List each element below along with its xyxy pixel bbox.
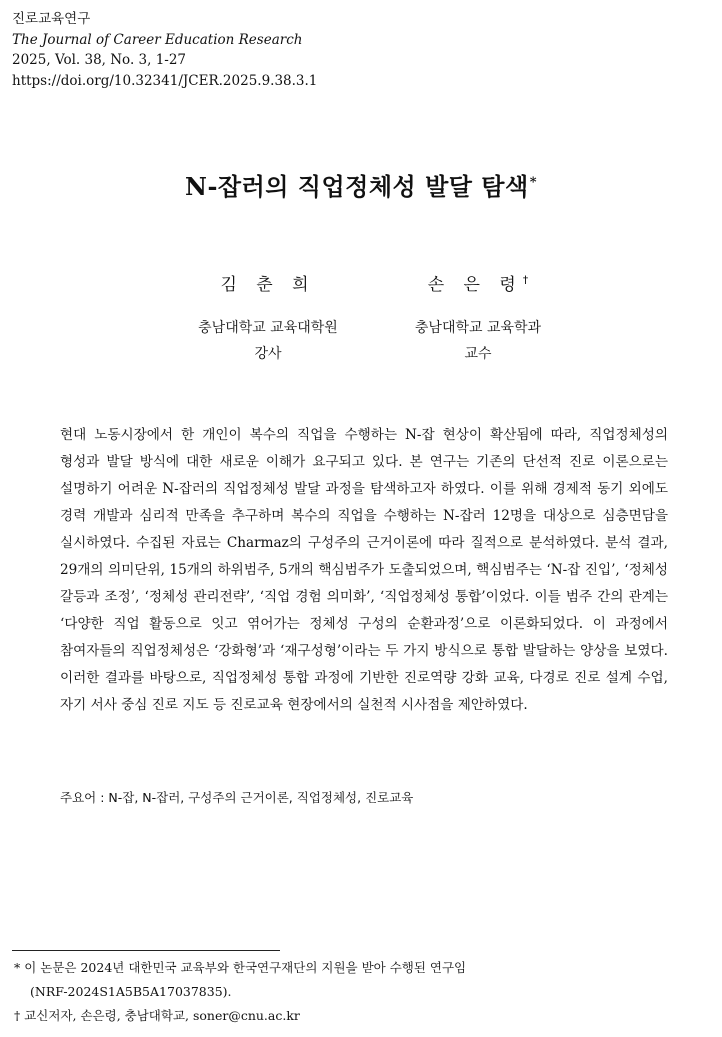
author-1-affiliation: 충남대학교 교육대학원: [198, 320, 338, 336]
author-2: [378, 270, 578, 367]
author-2-position: 교수: [464, 346, 492, 362]
footnotes: [14, 956, 466, 1028]
doi-link[interactable]: https://doi.org/10.32341/JCER.2025.9.38.3.1: [12, 72, 318, 89]
paper-title-text: N-잡러의 직업정체성 발달 탐색: [185, 172, 529, 201]
footnote-funding: * 이 논문은 2024년 대한민국 교육부와 한국연구재단의 지원을 받아 수행된 연구임: [14, 960, 467, 975]
title-footnote-mark: *: [529, 175, 537, 190]
footnote-divider: [12, 950, 280, 951]
author-2-mark: †: [522, 273, 529, 287]
keywords: 주요어 : N-잡, N-잡러, 구성주의 근거이론, 직업정체성, 진로교육: [60, 790, 414, 805]
author-1-name-text: 김 춘 희: [220, 275, 316, 295]
footnote-corresponding-author: † 교신저자, 손은령, 충남대학교, soner@cnu.ac.kr: [14, 1008, 300, 1023]
author-2-name-text: 손 은 령: [427, 275, 523, 295]
author-2-name: [378, 270, 578, 295]
author-1-name: [168, 270, 368, 295]
author-1-position: 강사: [254, 346, 282, 362]
journal-english-title: The Journal of Career Education Research: [12, 31, 303, 48]
journal-header: [12, 9, 317, 91]
volume-info: 2025, Vol. 38, No. 3, 1-27: [12, 52, 187, 68]
paper-title: [0, 167, 722, 202]
abstract-body: 현대 노동시장에서 한 개인이 복수의 직업을 수행하는 N-잡 현상이 확산됨에 따라, 직업정체성의 형성과 발달 방식에 대한 새로운 이해가 요구되고 있다. 본 연구는 기존의 단선적 진로 이론으로는 설명하기 어려운 N-잡러의 직업정체성 발달 과정을 탐색하고자 하였다. 이를 위해 경제적 동기 외에도 경력 개발과 심리적 만족을 추구하며 복수의 직업을 수행하는 N-잡러 12명을 대상으로 심층면담을 실시하였다. 수집된 자료는 Charmaz의 구성주의 근거이론에 따라 질적으로 분석하였다. 분석 결과, 29개의 의미단위, 15개의 하위범주, 5개의 핵심범주가 도출되었으며, 핵심범주는 ‘N-잡 진입’, ‘정체성 갈등과 조정’, ‘정체성 관리전략’, ‘직업 경험 의미화’, ‘직업정체성 통합’이었다. 이들 범주 간의 관계는 ‘다양한 직업 활동으로 잇고 엮어가는 정체성 구성의 순환과정’으로 이론화되었다. 이 과정에서 참여자들의 직업정체성은 ‘강화형’과 ‘재구성형’이라는 두 가지 방식으로 통합 발달하는 양상을 보였다. 이러한 결과를 바탕으로, 직업정체성 통합 과정에 기반한 진로역량 강화 교육, 다경로 진로 설계 수업, 자기 서사 중심 진로 지도 등 진로교육 현장에서의 실천적 시사점을 제안하였다.: [60, 427, 668, 713]
footnote-grant-number: (NRF-2024S1A5B5A17037835).: [30, 984, 232, 999]
journal-korean-title: 진로교육연구: [12, 11, 91, 27]
author-2-affiliation: 충남대학교 교육학과: [414, 320, 542, 336]
author-1: [168, 270, 368, 367]
